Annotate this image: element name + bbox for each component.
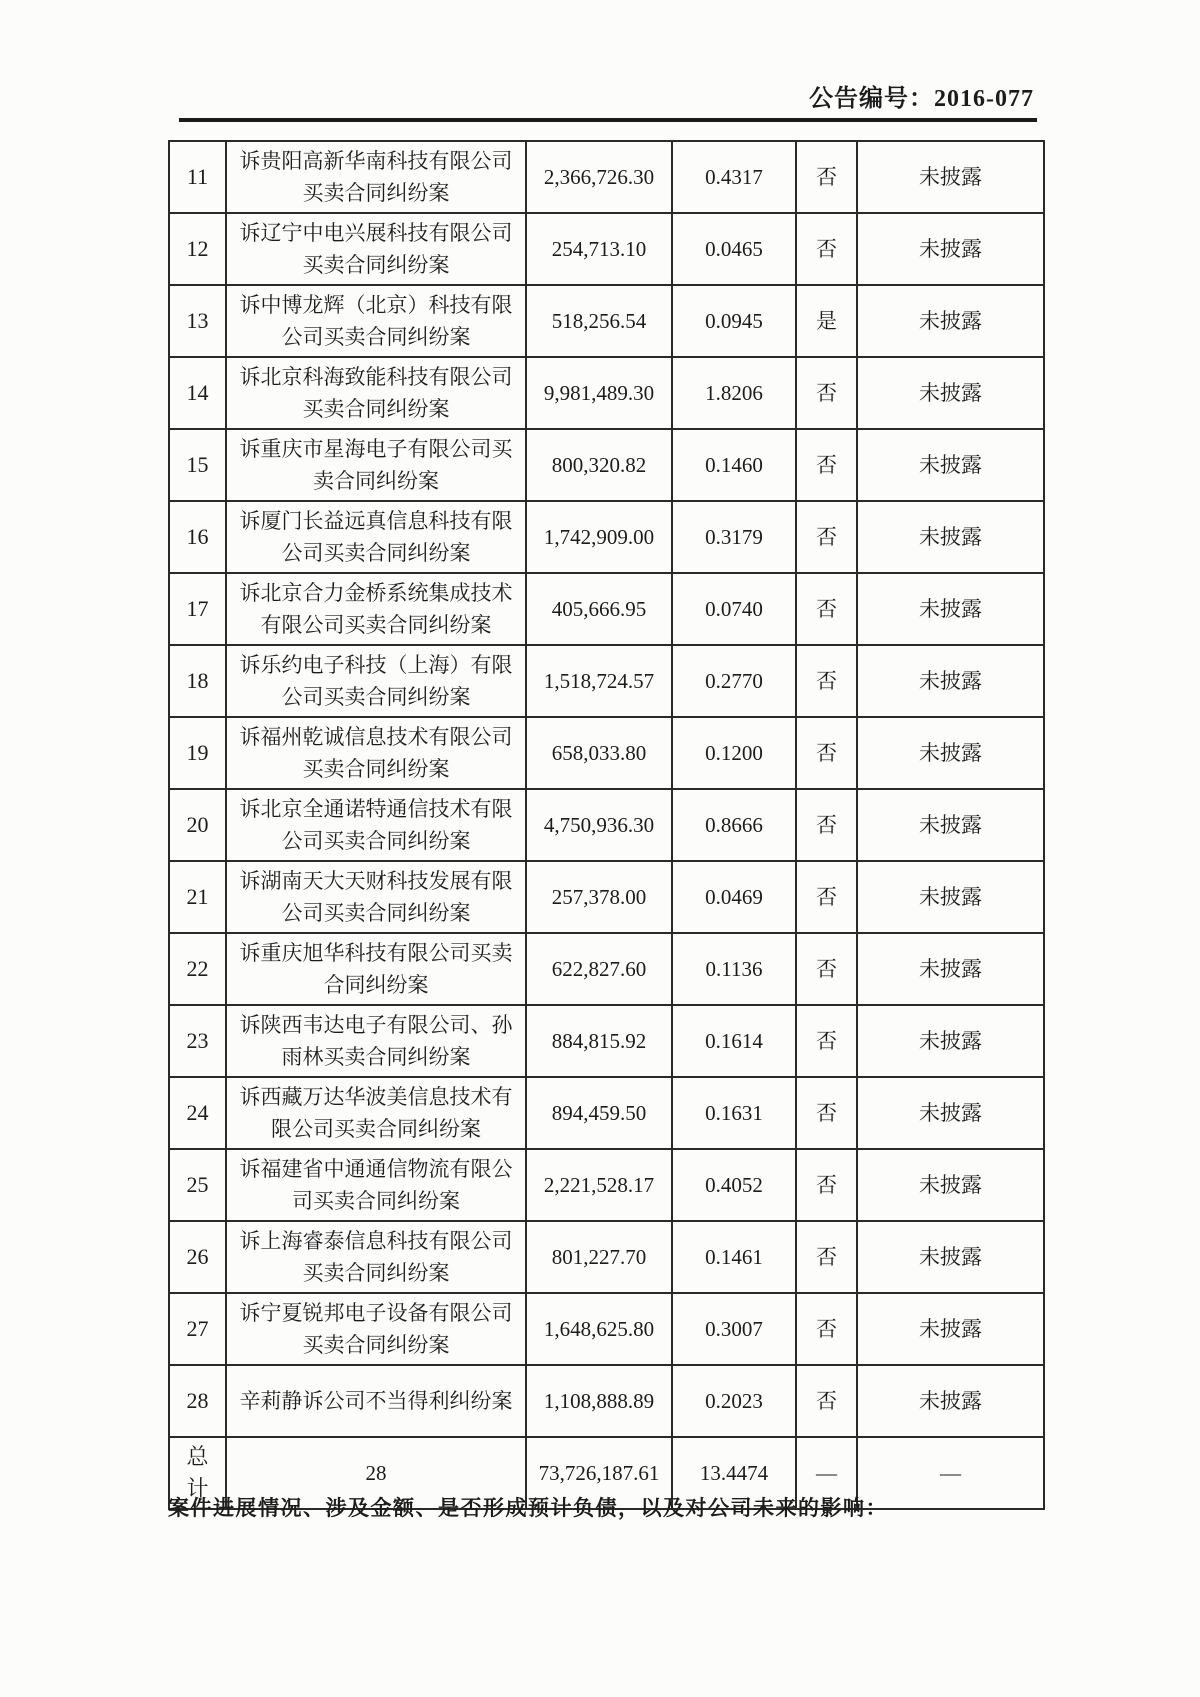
table-row xyxy=(169,717,1044,789)
provision-cell: 否 xyxy=(796,1293,857,1365)
disclosure-cell: 未披露 xyxy=(857,1293,1044,1365)
ratio-cell: 0.1461 xyxy=(672,1221,796,1293)
provision-cell: 否 xyxy=(796,645,857,717)
case-name-cell: 诉中博龙辉（北京）科技有限公司买卖合同纠纷案 xyxy=(226,285,526,357)
provision-cell: 否 xyxy=(796,789,857,861)
row-number-cell: 20 xyxy=(169,789,226,861)
case-name-cell: 诉重庆旭华科技有限公司买卖合同纠纷案 xyxy=(226,933,526,1005)
provision-cell: 否 xyxy=(796,1005,857,1077)
table-row xyxy=(169,573,1044,645)
disclosure-cell: 未披露 xyxy=(857,573,1044,645)
disclosure-cell: 未披露 xyxy=(857,717,1044,789)
case-name-cell: 诉北京科海致能科技有限公司买卖合同纠纷案 xyxy=(226,357,526,429)
disclosure-cell: 未披露 xyxy=(857,1005,1044,1077)
provision-cell: 否 xyxy=(796,213,857,285)
total-amount-cell: 73,726,187.61 xyxy=(526,1437,672,1509)
provision-cell: 否 xyxy=(796,717,857,789)
amount-cell: 622,827.60 xyxy=(526,933,672,1005)
case-name-cell: 诉宁夏锐邦电子设备有限公司买卖合同纠纷案 xyxy=(226,1293,526,1365)
case-name-cell: 诉福州乾诚信息技术有限公司买卖合同纠纷案 xyxy=(226,717,526,789)
row-number-cell: 22 xyxy=(169,933,226,1005)
amount-cell: 1,648,625.80 xyxy=(526,1293,672,1365)
ratio-cell: 0.0465 xyxy=(672,213,796,285)
provision-cell: 否 xyxy=(796,1077,857,1149)
amount-cell: 800,320.82 xyxy=(526,429,672,501)
case-name-cell: 诉贵阳高新华南科技有限公司买卖合同纠纷案 xyxy=(226,141,526,213)
table-row xyxy=(169,1293,1044,1365)
amount-cell: 2,366,726.30 xyxy=(526,141,672,213)
row-number-cell: 18 xyxy=(169,645,226,717)
row-number-cell: 15 xyxy=(169,429,226,501)
ratio-cell: 0.1200 xyxy=(672,717,796,789)
case-name-cell: 诉乐约电子科技（上海）有限公司买卖合同纠纷案 xyxy=(226,645,526,717)
disclosure-cell: 未披露 xyxy=(857,933,1044,1005)
row-number-cell: 16 xyxy=(169,501,226,573)
row-number-cell: 11 xyxy=(169,141,226,213)
ratio-cell: 0.1631 xyxy=(672,1077,796,1149)
provision-cell: 否 xyxy=(796,1365,857,1437)
disclosure-cell: 未披露 xyxy=(857,1077,1044,1149)
ratio-cell: 0.3007 xyxy=(672,1293,796,1365)
table-row xyxy=(169,645,1044,717)
provision-cell: 否 xyxy=(796,933,857,1005)
table-row xyxy=(169,285,1044,357)
row-number-cell: 12 xyxy=(169,213,226,285)
provision-cell: 否 xyxy=(796,429,857,501)
disclosure-cell: 未披露 xyxy=(857,213,1044,285)
disclosure-cell: 未披露 xyxy=(857,141,1044,213)
case-name-cell: 诉厦门长益远真信息科技有限公司买卖合同纠纷案 xyxy=(226,501,526,573)
case-name-cell: 诉重庆市星海电子有限公司买卖合同纠纷案 xyxy=(226,429,526,501)
ratio-cell: 0.4052 xyxy=(672,1149,796,1221)
disclosure-cell: 未披露 xyxy=(857,501,1044,573)
amount-cell: 518,256.54 xyxy=(526,285,672,357)
disclosure-cell: 未披露 xyxy=(857,1149,1044,1221)
ratio-cell: 0.0740 xyxy=(672,573,796,645)
case-name-cell: 诉福建省中通通信物流有限公司买卖合同纠纷案 xyxy=(226,1149,526,1221)
disclosure-cell: 未披露 xyxy=(857,861,1044,933)
ratio-cell: 0.1614 xyxy=(672,1005,796,1077)
ratio-cell: 0.2023 xyxy=(672,1365,796,1437)
ratio-cell: 1.8206 xyxy=(672,357,796,429)
ratio-cell: 0.2770 xyxy=(672,645,796,717)
table-row xyxy=(169,501,1044,573)
table-row xyxy=(169,141,1044,213)
amount-cell: 1,108,888.89 xyxy=(526,1365,672,1437)
amount-cell: 1,742,909.00 xyxy=(526,501,672,573)
amount-cell: 9,981,489.30 xyxy=(526,357,672,429)
table-row xyxy=(169,933,1044,1005)
row-number-cell: 27 xyxy=(169,1293,226,1365)
amount-cell: 257,378.00 xyxy=(526,861,672,933)
provision-cell: 否 xyxy=(796,1221,857,1293)
table-row xyxy=(169,789,1044,861)
amount-cell: 1,518,724.57 xyxy=(526,645,672,717)
ratio-cell: 0.3179 xyxy=(672,501,796,573)
table-row xyxy=(169,1221,1044,1293)
row-number-cell: 26 xyxy=(169,1221,226,1293)
ratio-cell: 0.1460 xyxy=(672,429,796,501)
provision-cell: 否 xyxy=(796,1149,857,1221)
case-name-cell: 诉北京合力金桥系统集成技术有限公司买卖合同纠纷案 xyxy=(226,573,526,645)
section-heading: 案件进展情况、涉及金额、是否形成预计负债，以及对公司未来的影响： xyxy=(168,1497,888,1520)
total-provision-cell: — xyxy=(796,1437,857,1509)
row-number-cell: 14 xyxy=(169,357,226,429)
row-number-cell: 17 xyxy=(169,573,226,645)
disclosure-cell: 未披露 xyxy=(857,789,1044,861)
row-number-cell: 19 xyxy=(169,717,226,789)
ratio-cell: 0.0945 xyxy=(672,285,796,357)
provision-cell: 否 xyxy=(796,501,857,573)
disclosure-cell: 未披露 xyxy=(857,1365,1044,1437)
provision-cell: 否 xyxy=(796,357,857,429)
header-rule xyxy=(179,118,1037,122)
case-name-cell: 诉上海睿泰信息科技有限公司买卖合同纠纷案 xyxy=(226,1221,526,1293)
total-disclosure-cell: — xyxy=(857,1437,1044,1509)
row-number-cell: 25 xyxy=(169,1149,226,1221)
total-count-cell: 28 xyxy=(226,1437,526,1509)
provision-cell: 否 xyxy=(796,861,857,933)
table-row xyxy=(169,213,1044,285)
table-row xyxy=(169,1005,1044,1077)
row-number-cell: 24 xyxy=(169,1077,226,1149)
table-row xyxy=(169,429,1044,501)
row-number-cell: 28 xyxy=(169,1365,226,1437)
ratio-cell: 0.4317 xyxy=(672,141,796,213)
provision-cell: 否 xyxy=(796,141,857,213)
ratio-cell: 0.0469 xyxy=(672,861,796,933)
case-name-cell: 诉陕西韦达电子有限公司、孙雨林买卖合同纠纷案 xyxy=(226,1005,526,1077)
case-name-cell: 诉西藏万达华波美信息技术有限公司买卖合同纠纷案 xyxy=(226,1077,526,1149)
litigation-table xyxy=(168,140,1045,1510)
ratio-cell: 0.8666 xyxy=(672,789,796,861)
total-ratio-cell: 13.4474 xyxy=(672,1437,796,1509)
disclosure-cell: 未披露 xyxy=(857,645,1044,717)
disclosure-cell: 未披露 xyxy=(857,429,1044,501)
amount-cell: 801,227.70 xyxy=(526,1221,672,1293)
amount-cell: 254,713.10 xyxy=(526,213,672,285)
case-name-cell: 辛莉静诉公司不当得利纠纷案 xyxy=(226,1365,526,1437)
row-number-cell: 23 xyxy=(169,1005,226,1077)
table-row xyxy=(169,1365,1044,1437)
total-label: 总计 xyxy=(186,1444,209,1501)
case-name-cell: 诉湖南天大天财科技发展有限公司买卖合同纠纷案 xyxy=(226,861,526,933)
case-name-cell: 诉北京全通诺特通信技术有限公司买卖合同纠纷案 xyxy=(226,789,526,861)
amount-cell: 894,459.50 xyxy=(526,1077,672,1149)
row-number-cell: 21 xyxy=(169,861,226,933)
announcement-number: 公告编号：2016-077 xyxy=(809,86,1034,112)
disclosure-cell: 未披露 xyxy=(857,285,1044,357)
disclosure-cell: 未披露 xyxy=(857,357,1044,429)
table-row xyxy=(169,1077,1044,1149)
amount-cell: 2,221,528.17 xyxy=(526,1149,672,1221)
row-number-cell: 13 xyxy=(169,285,226,357)
disclosure-cell: 未披露 xyxy=(857,1221,1044,1293)
table-row xyxy=(169,861,1044,933)
amount-cell: 658,033.80 xyxy=(526,717,672,789)
amount-cell: 405,666.95 xyxy=(526,573,672,645)
provision-cell: 是 xyxy=(796,285,857,357)
amount-cell: 4,750,936.30 xyxy=(526,789,672,861)
table-row xyxy=(169,357,1044,429)
ratio-cell: 0.1136 xyxy=(672,933,796,1005)
amount-cell: 884,815.92 xyxy=(526,1005,672,1077)
provision-cell: 否 xyxy=(796,573,857,645)
case-name-cell: 诉辽宁中电兴展科技有限公司买卖合同纠纷案 xyxy=(226,213,526,285)
table-row xyxy=(169,1149,1044,1221)
